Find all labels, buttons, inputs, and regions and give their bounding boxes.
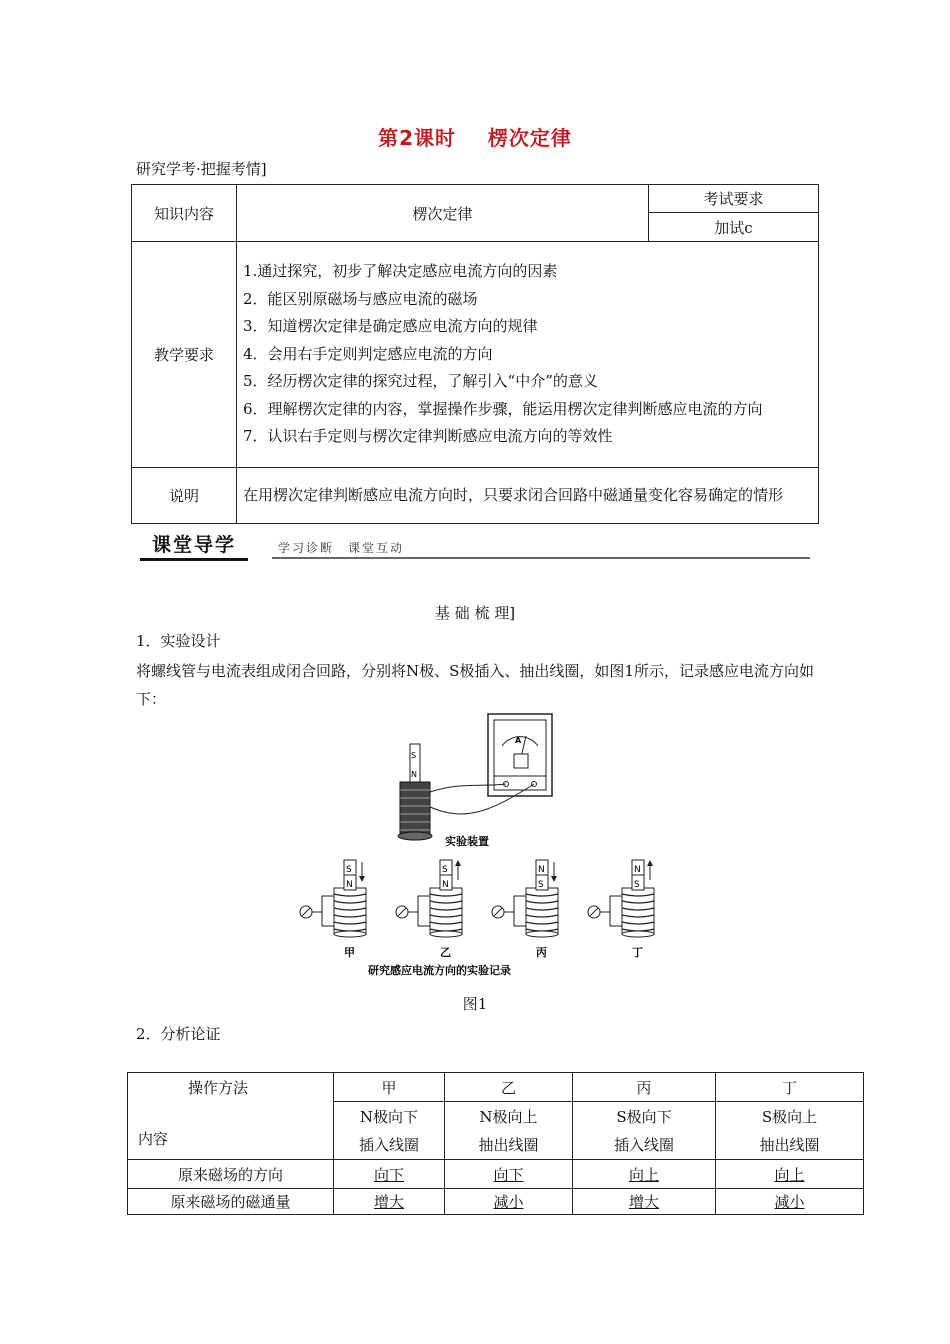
figure-caption: 图1 xyxy=(462,995,488,1013)
teaching-item: 1.通过探究，初步了解决定感应电流方向的因素 xyxy=(243,262,558,281)
arrow-head xyxy=(455,860,461,866)
coil-experiment xyxy=(300,860,366,959)
teaching-label: 教学要求 xyxy=(132,242,237,468)
teaching-item: 6．理解楞次定律的内容，掌握操作步骤，能运用楞次定律判断感应电流的方向 xyxy=(243,399,763,418)
knowledge-label: 知识内容 xyxy=(132,185,237,242)
page-title xyxy=(0,122,950,151)
teaching-item: 3．知道楞次定律是确定感应电流方向的规律 xyxy=(243,317,538,336)
flux: 减小 xyxy=(493,1193,524,1211)
magnet-pole-bottom: N xyxy=(442,880,449,890)
magnet-pole-bottom: S xyxy=(538,880,544,890)
op-line: S极向下 xyxy=(616,1107,672,1126)
record-caption: 研究感应电流方向的实验记录 xyxy=(368,964,511,977)
exam-header: 考试要求 xyxy=(649,185,819,213)
field-dir: 向下 xyxy=(373,1165,404,1184)
title-topic: 楞次定律 xyxy=(487,126,572,150)
wire xyxy=(408,896,432,912)
col-header: 丙 xyxy=(573,1073,716,1102)
coil-base xyxy=(334,931,366,937)
arrow-head xyxy=(359,876,365,882)
field-dir: 向上 xyxy=(628,1165,659,1184)
field-dir: 向上 xyxy=(774,1165,805,1184)
figure-1 xyxy=(290,712,643,992)
flux: 减小 xyxy=(774,1193,805,1211)
teaching-item: 2．能区别原磁场与感应电流的磁场 xyxy=(243,289,478,308)
magnet-pole-top: N xyxy=(634,865,641,875)
op-cell xyxy=(716,1102,864,1160)
solenoid-base xyxy=(398,832,432,840)
op-cell xyxy=(445,1102,573,1160)
magnet-pole-top: N xyxy=(538,865,545,875)
subtitle: 研究学考·把握考情] xyxy=(136,160,267,178)
note-content xyxy=(237,468,819,524)
teaching-item: 5．经历楞次定律的探究过程，了解引入“中介”的意义 xyxy=(243,372,598,391)
experiment-label: 丙 xyxy=(536,946,547,959)
coil-base xyxy=(526,931,558,937)
content-header: 内容 xyxy=(128,1102,334,1160)
teaching-item: 7．认识右手定则与楞次定律判断感应电流方向的等效性 xyxy=(243,427,613,446)
exam-value: 加试c xyxy=(649,213,819,242)
item1-text: 将螺线管与电流表组成闭合回路，分别将N极、S极插入、抽出线圈，如图1所示，记录感应电流方向如下： xyxy=(136,662,814,708)
flux: 增大 xyxy=(373,1193,404,1211)
section-banner xyxy=(140,534,810,560)
teaching-item: 4．会用右手定则判定感应电流的方向 xyxy=(243,344,493,363)
note-label: 说明 xyxy=(132,468,237,524)
op-line: N极向上 xyxy=(479,1107,538,1126)
row-label-flux: 原来磁场的磁通量 xyxy=(128,1189,334,1215)
col-header: 乙 xyxy=(445,1073,573,1102)
experiment-label: 丁 xyxy=(632,946,643,959)
banner-rule xyxy=(272,557,810,559)
experiment-label: 乙 xyxy=(440,946,451,959)
magnet-pole-top: S xyxy=(411,751,417,760)
coil-base xyxy=(622,931,654,937)
meter-label: A xyxy=(515,736,522,745)
apparatus xyxy=(398,714,552,848)
coil-experiment xyxy=(396,860,462,959)
apparatus-caption: 实验装置 xyxy=(445,835,489,848)
analysis-table xyxy=(127,1072,864,1215)
op-line: 插入线圈 xyxy=(613,1135,674,1154)
wire xyxy=(504,896,528,912)
coil-base xyxy=(430,931,462,937)
op-line: N极向下 xyxy=(359,1107,419,1126)
magnet-pole-top: S xyxy=(346,865,352,875)
meter-window xyxy=(514,754,528,768)
magnet-pole-bottom: S xyxy=(634,880,640,890)
op-line: S极向上 xyxy=(761,1107,818,1126)
field-dir: 向下 xyxy=(493,1165,524,1184)
item1-title: 1．实验设计 xyxy=(136,632,221,650)
arrow-head xyxy=(647,860,653,866)
col-header: 丁 xyxy=(716,1073,864,1102)
wire xyxy=(600,896,624,912)
flux: 增大 xyxy=(628,1193,659,1211)
row-label-field: 原来磁场的方向 xyxy=(128,1160,334,1189)
op-line: 抽出线圈 xyxy=(759,1135,820,1154)
teaching-items xyxy=(237,242,819,468)
item2-title: 2．分析论证 xyxy=(136,1025,221,1043)
arrow-head xyxy=(551,876,557,882)
coil-row xyxy=(300,860,654,959)
title-lesson: 第2课时 xyxy=(378,126,457,150)
magnet-pole-bottom: N xyxy=(346,880,353,890)
coil-experiment xyxy=(588,860,654,959)
banner-subtitle: 学习诊断 课堂互动 xyxy=(278,541,405,555)
knowledge-content: 楞次定律 xyxy=(237,185,649,242)
op-line: 插入线圈 xyxy=(358,1135,419,1154)
op-cell xyxy=(573,1102,716,1160)
magnet-pole-top: S xyxy=(442,865,448,875)
op-header: 操作方法 xyxy=(128,1073,334,1102)
coil-experiment xyxy=(492,860,558,959)
note-text: 在用楞次定律判断感应电流方向时，只要求闭合回路中磁通量变化容易确定的情形 xyxy=(243,485,784,504)
magnet-pole-bottom: N xyxy=(411,770,417,779)
requirements-table xyxy=(131,184,819,524)
banner-tag: 课堂导学 xyxy=(140,534,248,561)
experiment-label: 甲 xyxy=(344,946,355,959)
op-line: 抽出线圈 xyxy=(478,1135,539,1154)
col-header: 甲 xyxy=(334,1073,445,1102)
section-heading: 基 础 梳 理] xyxy=(434,604,516,622)
op-cell xyxy=(334,1102,445,1160)
wire xyxy=(312,896,336,912)
